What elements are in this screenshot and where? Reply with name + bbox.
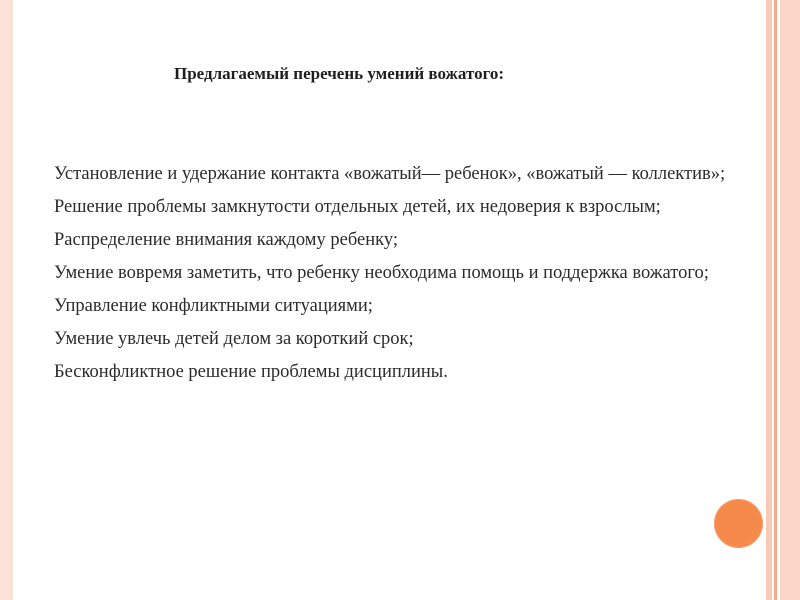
list-item bbox=[30, 227, 730, 253]
bullet-icon bbox=[30, 359, 54, 360]
list-item-text: Умение увлечь детей делом за короткий срок; bbox=[54, 329, 414, 349]
slide-title bbox=[152, 64, 504, 84]
list-item-text: Бесконфликтное решение проблемы дисциплины. bbox=[54, 362, 448, 382]
skills-list bbox=[30, 161, 730, 400]
list-item-text: Установление и удержание контакта «вожатый— ребенок», «вожатый — коллектив»; bbox=[54, 164, 726, 184]
slide-title-text: Предлагаемый перечень умений вожатого: bbox=[174, 64, 505, 83]
list-item-text: Решение проблемы замкнутости отдельных детей, их недоверия к взрослым; bbox=[54, 197, 661, 217]
list-item bbox=[30, 359, 730, 385]
bullet-icon bbox=[30, 260, 54, 261]
bullet-icon bbox=[30, 326, 54, 327]
bullet-icon bbox=[30, 161, 54, 162]
list-item-text: Распределение внимания каждому ребенку; bbox=[54, 230, 399, 250]
bullet-icon bbox=[30, 293, 54, 294]
bullet-icon bbox=[30, 227, 54, 228]
right-border-stripe bbox=[780, 0, 800, 600]
decorative-circle bbox=[714, 499, 763, 548]
list-item-text: Управление конфликтными ситуациями; bbox=[54, 296, 373, 316]
bullet-icon bbox=[30, 392, 54, 393]
list-item bbox=[30, 293, 730, 319]
list-item bbox=[30, 194, 730, 220]
list-item bbox=[30, 326, 730, 352]
list-item bbox=[30, 260, 730, 286]
list-item bbox=[30, 161, 730, 187]
list-item bbox=[30, 392, 730, 393]
bullet-icon bbox=[30, 194, 54, 195]
left-border bbox=[0, 0, 12, 600]
list-item-text: Умение вовремя заметить, что ребенку необходима помощь и поддержка вожатого; bbox=[54, 263, 709, 283]
